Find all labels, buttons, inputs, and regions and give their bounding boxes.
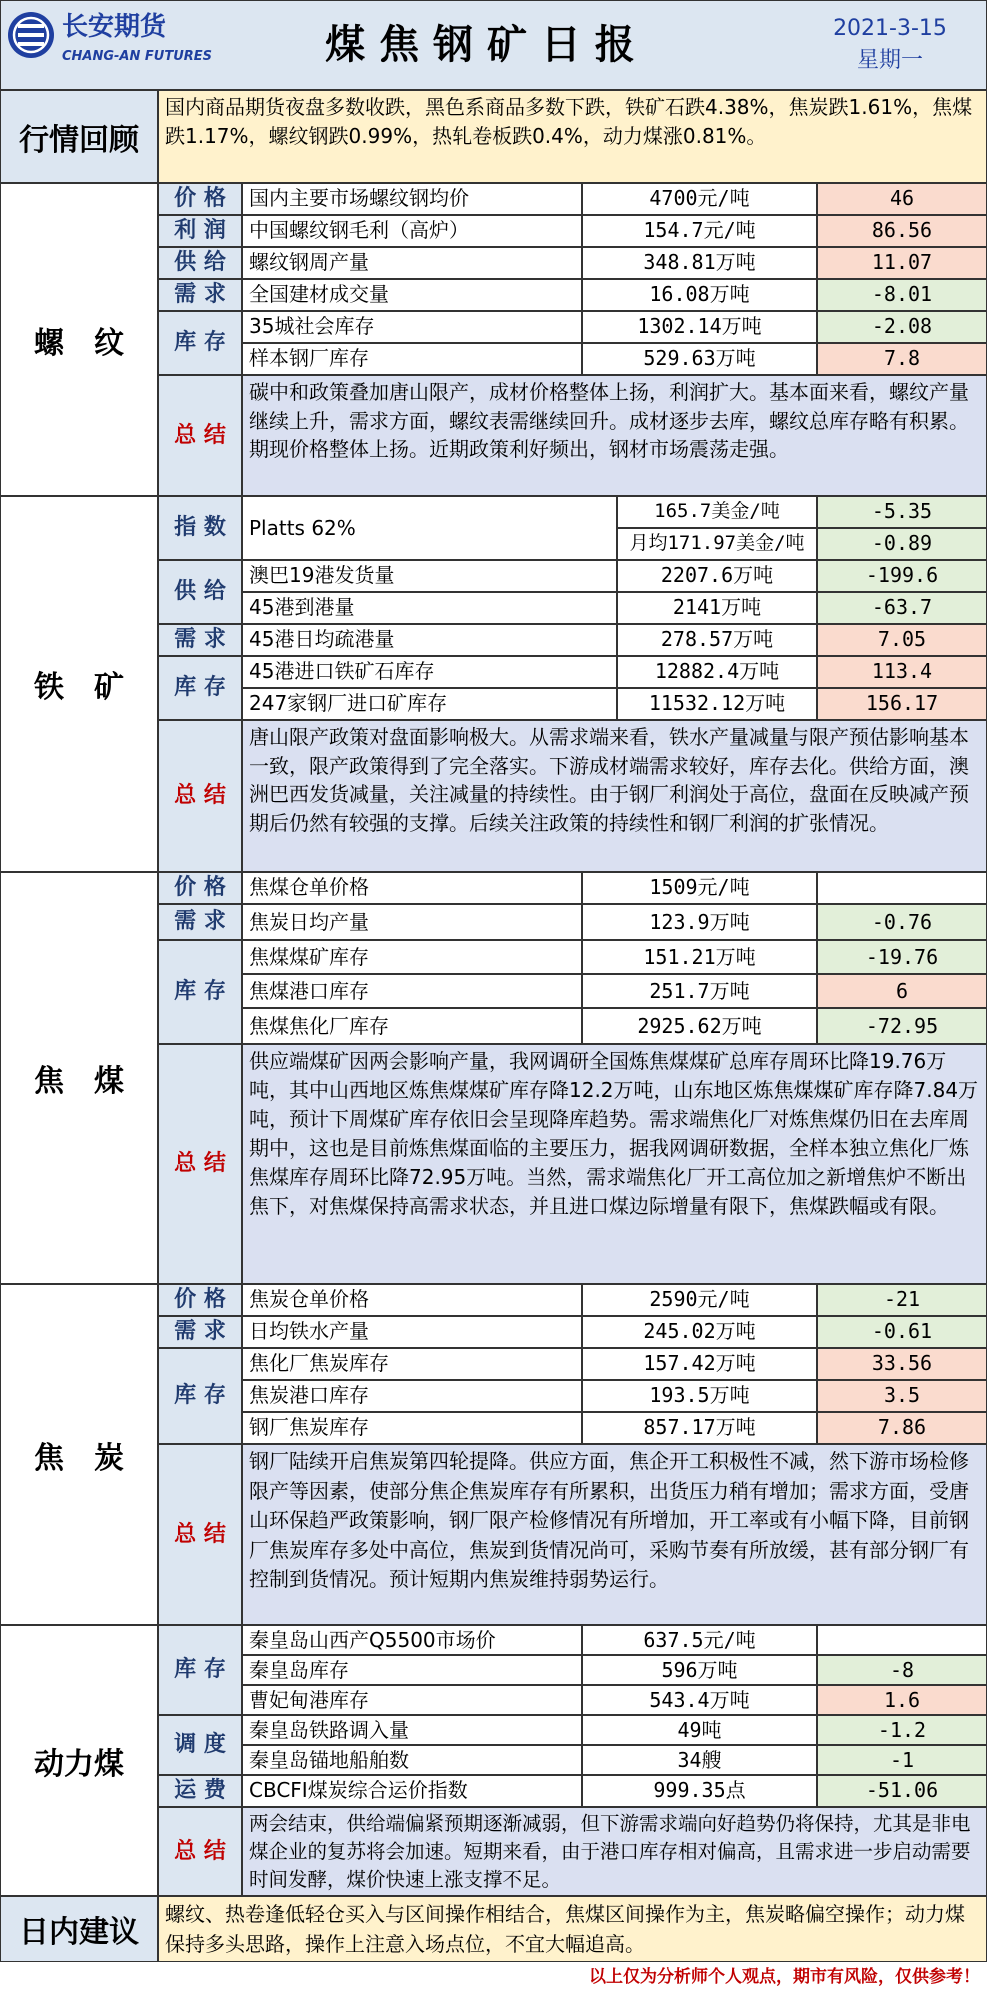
coking-coal-change: -19.76 [817, 940, 987, 974]
iron-label-demand: 需 求 [158, 624, 242, 656]
iron-label-supply: 供 给 [158, 560, 242, 624]
logo-english-name: CHANG-AN FUTURES [62, 49, 212, 64]
iron-value: 2207.6万吨 [617, 560, 817, 592]
coke-item: 日均铁水产量 [242, 1316, 582, 1348]
rebar-item: 样本钢厂库存 [242, 343, 582, 375]
iron-change: -63.7 [817, 592, 987, 624]
coke-label-summary: 总 结 [158, 1444, 242, 1625]
thermal-coal-value: 34艘 [582, 1745, 817, 1775]
review-label: 行情回顾 [0, 90, 158, 183]
thermal-coal-change: -1 [817, 1745, 987, 1775]
thermal-coal-label-freight: 运 费 [158, 1775, 242, 1807]
coking-coal-label-demand: 需 求 [158, 904, 242, 940]
iron-label-inventory: 库 存 [158, 656, 242, 720]
thermal-coal-value: 637.5元/吨 [582, 1625, 817, 1655]
rebar-value: 154.7元/吨 [582, 215, 817, 247]
iron-change: -5.35 [817, 496, 987, 528]
section-thermal-coal: 动力煤 [0, 1625, 158, 1896]
report-title: 煤 焦 钢 矿 日 报 [325, 22, 635, 68]
rebar-value: 1302.14万吨 [582, 311, 817, 343]
iron-value: 2141万吨 [617, 592, 817, 624]
coking-coal-change: -0.76 [817, 904, 987, 940]
coke-value: 245.02万吨 [582, 1316, 817, 1348]
iron-item: 247家钢厂进口矿库存 [242, 688, 617, 720]
thermal-coal-change: 1.6 [817, 1685, 987, 1715]
iron-value: 11532.12万吨 [617, 688, 817, 720]
rebar-label-profit: 利 润 [158, 215, 242, 247]
logo-chinese-name: 长安期货 [62, 12, 167, 42]
iron-item: 澳巴19港发货量 [242, 560, 617, 592]
coking-coal-label-price: 价 格 [158, 872, 242, 904]
rebar-value: 16.08万吨 [582, 279, 817, 311]
coke-change: 3.5 [817, 1380, 987, 1412]
coke-value: 157.42万吨 [582, 1348, 817, 1380]
iron-change: 7.05 [817, 624, 987, 656]
iron-item: 45港日均疏港量 [242, 624, 617, 656]
coke-item: 焦炭港口库存 [242, 1380, 582, 1412]
coke-label-demand: 需 求 [158, 1316, 242, 1348]
coking-coal-item: 焦煤仓单价格 [242, 872, 582, 904]
coking-coal-change: -72.95 [817, 1008, 987, 1044]
coke-item: 钢厂焦炭库存 [242, 1412, 582, 1444]
coke-summary: 钢厂陆续开启焦炭第四轮提降。供应方面，焦企开工积极性不减，然下游市场检修限产等因素，使部分焦企焦炭库存有所累积，出货压力稍有增加；需求方面，受唐山环保趋严政策影响，钢厂限产检修情况有所增加，开工率或有小幅下降，目前钢厂焦炭库存多处中高位，焦炭到货情况尚可，采购节奏有所放缓，甚有部分钢厂有控制到货情况。预计短期内焦炭维持弱势运行。 [242, 1444, 987, 1625]
thermal-coal-item: 秦皇岛锚地船舶数 [242, 1745, 582, 1775]
coking-coal-summary: 供应端煤矿因两会影响产量，我网调研全国炼焦煤煤矿总库存周环比降19.76万吨，其中山西地区炼焦煤煤矿库存降12.2万吨，山东地区炼焦煤煤矿库存降7.84万吨，预计下周煤矿库存依旧会呈现降库趋势。需求端焦化厂对炼焦煤仍旧在去库周期中，这也是目前炼焦煤面临的主要压力，据我网调研数据，全样本独立焦化厂炼焦煤库存周环比降72.95万吨。当然，需求端焦化厂开工高位加之新增焦炉不断出焦下，对焦煤保持高需求状态，并且进口煤边际增量有限下，焦煤跌幅或有限。 [242, 1044, 987, 1284]
thermal-coal-change: -51.06 [817, 1775, 987, 1807]
rebar-item: 全国建材成交量 [242, 279, 582, 311]
coking-coal-item: 焦煤煤矿库存 [242, 940, 582, 974]
thermal-coal-change [817, 1625, 987, 1655]
coke-change: -21 [817, 1284, 987, 1316]
section-iron-ore: 铁 矿 [0, 496, 158, 872]
section-coking-coal: 焦 煤 [0, 872, 158, 1284]
iron-change: 156.17 [817, 688, 987, 720]
rebar-change: 7.8 [817, 343, 987, 375]
coke-value: 193.5万吨 [582, 1380, 817, 1412]
coking-coal-value: 1509元/吨 [582, 872, 817, 904]
thermal-coal-item: CBCFI煤炭综合运价指数 [242, 1775, 582, 1807]
coke-value: 2590元/吨 [582, 1284, 817, 1316]
iron-label-summary: 总 结 [158, 720, 242, 872]
rebar-summary: 碳中和政策叠加唐山限产，成材价格整体上扬，利润扩大。基本面来看，螺纹产量继续上升，需求方面，螺纹表需继续回升。成材逐步去库，螺纹总库存略有积累。期现价格整体上扬。近期政策利好频出，钢材市场震荡走强。 [242, 375, 987, 496]
report-weekday: 星期一 [856, 48, 923, 73]
coking-coal-change [817, 872, 987, 904]
thermal-coal-change: -8 [817, 1655, 987, 1685]
rebar-change: -2.08 [817, 311, 987, 343]
coking-coal-label-summary: 总 结 [158, 1044, 242, 1284]
thermal-coal-item: 秦皇岛铁路调入量 [242, 1715, 582, 1745]
iron-item: Platts 62% [242, 496, 617, 560]
advice-text: 螺纹、热卷逢低轻仓买入与区间操作相结合，焦煤区间操作为主，焦炭略偏空操作；动力煤保持多头思路，操作上注意入场点位，不宜大幅追高。 [158, 1896, 987, 1962]
rebar-change: 11.07 [817, 247, 987, 279]
rebar-value: 348.81万吨 [582, 247, 817, 279]
section-coke: 焦 炭 [0, 1284, 158, 1625]
coking-coal-value: 123.9万吨 [582, 904, 817, 940]
rebar-item: 中国螺纹钢毛利（高炉） [242, 215, 582, 247]
thermal-coal-item: 曹妃甸港库存 [242, 1685, 582, 1715]
coke-item: 焦炭仓单价格 [242, 1284, 582, 1316]
iron-change: -0.89 [817, 528, 987, 560]
iron-change: 113.4 [817, 656, 987, 688]
iron-value: 165.7美金/吨 [617, 496, 817, 528]
thermal-coal-summary: 两会结束，供给端偏紧预期逐渐减弱，但下游需求端向好趋势仍将保持，尤其是非电煤企业的复苏将会加速。短期来看，由于港口库存相对偏高，且需求进一步启动需要时间发酵，煤价快速上涨支撑不足。 [242, 1807, 987, 1896]
iron-label-index: 指 数 [158, 496, 242, 560]
rebar-label-inventory: 库 存 [158, 311, 242, 375]
thermal-coal-item: 秦皇岛山西产Q5500市场价 [242, 1625, 582, 1655]
coke-label-price: 价 格 [158, 1284, 242, 1316]
thermal-coal-value: 543.4万吨 [582, 1685, 817, 1715]
review-text: 国内商品期货夜盘多数收跌，黑色系商品多数下跌，铁矿石跌4.38%，焦炭跌1.61%，焦煤跌1.17%，螺纹钢跌0.99%，热轧卷板跌0.4%，动力煤涨0.81%。 [158, 90, 987, 183]
rebar-value: 4700元/吨 [582, 183, 817, 215]
thermal-coal-label-inventory: 库 存 [158, 1625, 242, 1715]
iron-item: 45港进口铁矿石库存 [242, 656, 617, 688]
coking-coal-label-inventory: 库 存 [158, 940, 242, 1044]
thermal-coal-value: 999.35点 [582, 1775, 817, 1807]
coking-coal-item: 焦煤焦化厂库存 [242, 1008, 582, 1044]
advice-label: 日内建议 [0, 1896, 158, 1962]
thermal-coal-label-dispatch: 调 度 [158, 1715, 242, 1775]
iron-value: 278.57万吨 [617, 624, 817, 656]
rebar-value: 529.63万吨 [582, 343, 817, 375]
coking-coal-item: 焦煤港口库存 [242, 974, 582, 1008]
thermal-coal-label-summary: 总 结 [158, 1807, 242, 1896]
rebar-item: 35城社会库存 [242, 311, 582, 343]
rebar-change: -8.01 [817, 279, 987, 311]
company-logo [6, 10, 56, 60]
iron-value: 12882.4万吨 [617, 656, 817, 688]
coke-value: 857.17万吨 [582, 1412, 817, 1444]
coke-change: 7.86 [817, 1412, 987, 1444]
coking-coal-change: 6 [817, 974, 987, 1008]
section-rebar: 螺 纹 [0, 183, 158, 496]
rebar-label-demand: 需 求 [158, 279, 242, 311]
coking-coal-value: 251.7万吨 [582, 974, 817, 1008]
coking-coal-value: 151.21万吨 [582, 940, 817, 974]
rebar-change: 86.56 [817, 215, 987, 247]
iron-summary: 唐山限产政策对盘面影响极大。从需求端来看，铁水产量减量与限产预估影响基本一致，限产政策得到了完全落实。下游成材端需求较好，库存去化。供给方面，澳洲巴西发货减量，关注减量的持续性。由于钢厂利润处于高位，盘面在反映减产预期后仍然有较强的支撑。后续关注政策的持续性和钢厂利润的扩张情况。 [242, 720, 987, 872]
rebar-item: 螺纹钢周产量 [242, 247, 582, 279]
coke-label-inventory: 库 存 [158, 1348, 242, 1444]
rebar-label-supply: 供 给 [158, 247, 242, 279]
disclaimer: 以上仅为分析师个人观点，期市有风险，仅供参考！ [589, 1967, 980, 1987]
coke-change: 33.56 [817, 1348, 987, 1380]
rebar-label-price: 价 格 [158, 183, 242, 215]
coke-item: 焦化厂焦炭库存 [242, 1348, 582, 1380]
thermal-coal-value: 49吨 [582, 1715, 817, 1745]
coking-coal-item: 焦炭日均产量 [242, 904, 582, 940]
iron-item: 45港到港量 [242, 592, 617, 624]
rebar-item: 国内主要市场螺纹钢均价 [242, 183, 582, 215]
report-date: 2021-3-15 [833, 16, 947, 41]
iron-value: 月均171.97美金/吨 [617, 528, 817, 560]
thermal-coal-item: 秦皇岛库存 [242, 1655, 582, 1685]
rebar-change: 46 [817, 183, 987, 215]
coke-change: -0.61 [817, 1316, 987, 1348]
rebar-label-summary: 总 结 [158, 375, 242, 496]
coking-coal-value: 2925.62万吨 [582, 1008, 817, 1044]
thermal-coal-change: -1.2 [817, 1715, 987, 1745]
thermal-coal-value: 596万吨 [582, 1655, 817, 1685]
iron-change: -199.6 [817, 560, 987, 592]
